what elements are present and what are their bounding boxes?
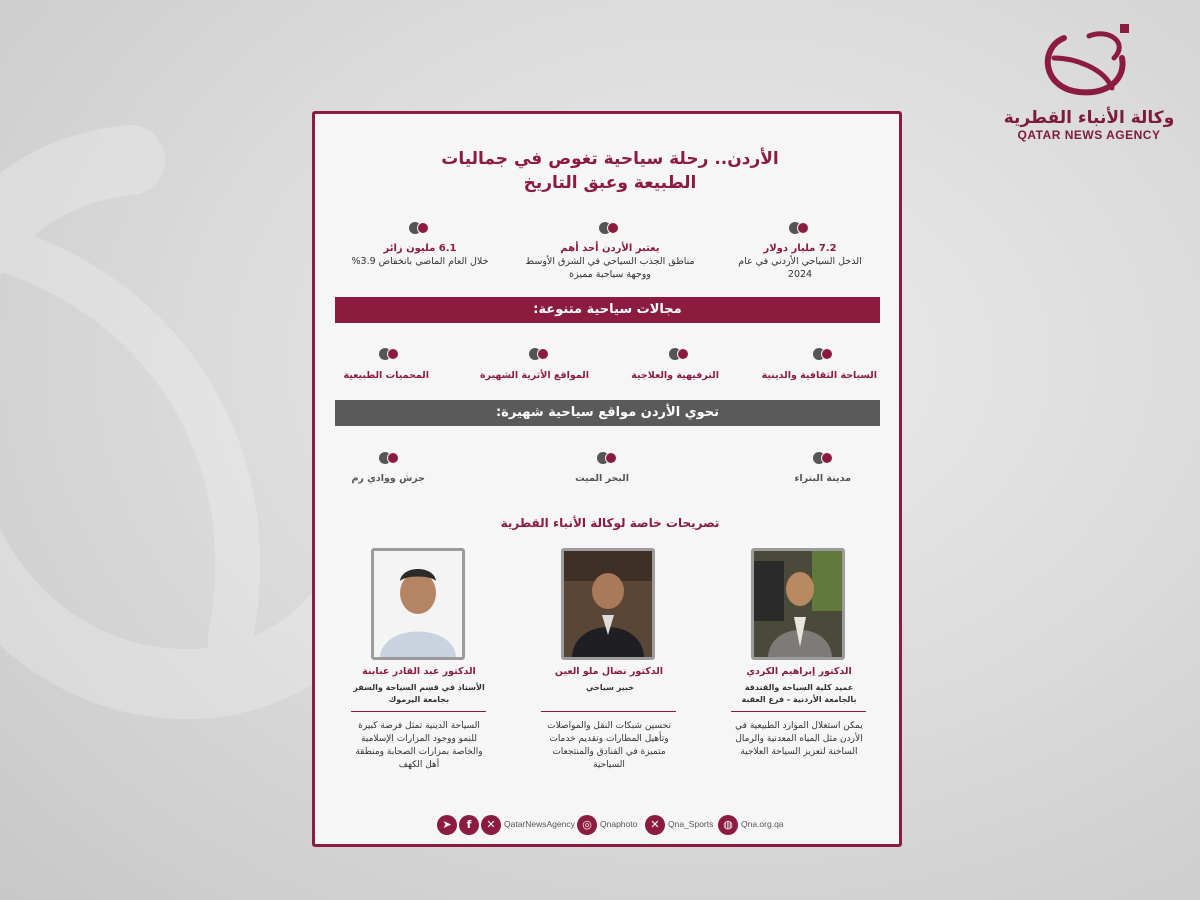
dots-icon <box>789 222 811 234</box>
infographic-card <box>312 111 902 847</box>
stat-highlight: 7.2 مليار دولار <box>763 243 837 254</box>
handle-sports[interactable]: Qna_Sports <box>668 819 714 829</box>
person-quote: السياحة الدينية تمثل فرصة كبيرة للنمو ووجود المزارات الإسلامية والخاصة بمزارات الصحابة ومنطقة أهل الكهف <box>355 721 483 770</box>
statements-heading: تصريحات خاصة لوكالة الأنباء القطرية <box>500 516 720 530</box>
person-name: الدكتور إبراهيم الكردي <box>746 666 852 677</box>
telegram-icon[interactable]: ➤ <box>437 815 457 835</box>
field-item: الترفيهية والعلاجية <box>631 370 719 381</box>
dots-icon <box>379 452 401 464</box>
stat-highlight: يعتبر الأردن أحد أهم <box>560 243 660 254</box>
website-link[interactable]: Qna.org.qa <box>741 819 784 829</box>
stat-text: الدخل السياحي الأردني في عام 2024 <box>738 256 862 280</box>
divider <box>351 711 486 712</box>
fields-heading-bar: مجالات سياحية متنوعة: <box>335 297 880 323</box>
person-quote: يمكن استغلال الموارد الطبيعية في الأردن مثل المياه المعدنية والرمال الساخنة لتعزيز السياحة العلاجية <box>735 721 863 757</box>
person-photo <box>561 548 655 660</box>
instagram-icon[interactable]: ◎ <box>577 815 597 835</box>
x-icon[interactable]: ✕ <box>645 815 665 835</box>
stat-text: خلال العام الماضي بانخفاض 3.9% <box>351 256 489 267</box>
stat-visitors <box>345 242 495 268</box>
field-item: السياحة الثقافية والدينية <box>761 370 877 381</box>
dots-icon <box>379 348 401 360</box>
person-photo <box>371 548 465 660</box>
logo-name-ar: وكالة الأنباء القطرية <box>1003 108 1175 128</box>
social-footer <box>315 813 899 837</box>
site-item: مدينة البتراء <box>794 473 851 484</box>
infographic-title: الأردن.. رحلة سياحية تغوص في جماليات الطبيعة وعبق التاريخ <box>441 149 779 193</box>
logo-name-en: QATAR NEWS AGENCY <box>1017 128 1161 142</box>
site-item: جرش ووادي رم <box>351 473 425 484</box>
person-name: الدكتور نضال ملو العين <box>554 666 664 677</box>
person-role: الأستاذ في قسم السياحة والسفر بجامعة اليرموك <box>353 683 485 704</box>
divider <box>541 711 676 712</box>
stat-revenue <box>725 242 875 281</box>
person-role: خبير سياحي <box>585 683 635 692</box>
qna-logo <box>994 18 1184 153</box>
globe-icon[interactable]: ◍ <box>718 815 738 835</box>
dots-icon <box>599 222 621 234</box>
field-item: المواقع الأثرية الشهيرة <box>479 370 589 381</box>
person-role: عميد كلية السياحة والفندقة بالجامعة الأردنية - فرع العقبة <box>741 683 857 704</box>
stat-highlight: 6.1 مليون زائر <box>383 243 457 254</box>
handle-photo[interactable]: Qnaphoto <box>600 819 638 829</box>
dots-icon <box>669 348 691 360</box>
site-item: البحر الميت <box>575 473 629 484</box>
handle-main[interactable]: QatarNewsAgency <box>504 819 575 829</box>
person-photo <box>751 548 845 660</box>
facebook-icon[interactable]: f <box>459 815 479 835</box>
dots-icon <box>813 452 835 464</box>
dots-icon <box>409 222 431 234</box>
stat-text: مناطق الجذب السياحي في الشرق الأوسط ووجهة سياحية مميزة <box>525 256 695 280</box>
field-item: المحميات الطبيعية <box>343 370 429 381</box>
person-quote: تحسين شبكات النقل والمواصلات وتأهيل المطارات وتقديم خدمات متميزة في الفنادق والمنتجعات السياحية <box>547 721 671 770</box>
dots-icon <box>529 348 551 360</box>
person-name: الدكتور عبد القادر عبابنة <box>362 666 476 677</box>
qna-emblem-icon <box>1034 18 1144 106</box>
stat-attraction <box>525 242 695 281</box>
sites-heading-bar: تحوي الأردن مواقع سياحية شهيرة: <box>335 400 880 426</box>
x-icon[interactable]: ✕ <box>481 815 501 835</box>
divider <box>731 711 866 712</box>
dots-icon <box>813 348 835 360</box>
dots-icon <box>597 452 619 464</box>
